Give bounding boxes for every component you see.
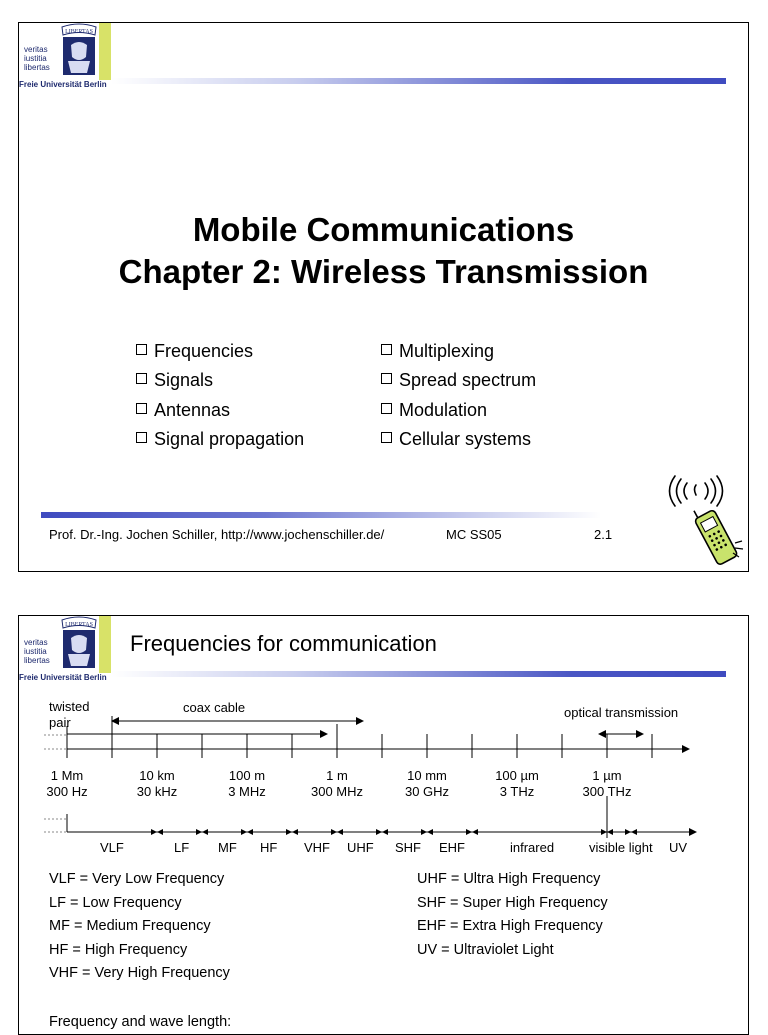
scale-label: 10 km 30 kHz — [136, 768, 178, 799]
list-item: UHF = Ultra High Frequency — [417, 871, 601, 887]
checkbox-bullet-icon — [381, 432, 392, 443]
scale-label: 100 µm 3 THz — [495, 768, 539, 799]
scale-label: 1 m 300 MHz — [310, 768, 364, 799]
logo-accent — [99, 23, 111, 80]
coax-label: coax cable — [183, 700, 246, 715]
list-item: MF = Medium Frequency — [49, 918, 211, 934]
logo-motto: veritas iustitia libertas — [24, 638, 50, 665]
list-item: VHF = Very High Frequency — [49, 965, 230, 981]
band-label: UHF — [347, 840, 374, 855]
checkbox-bullet-icon — [136, 373, 147, 384]
list-item: UV = Ultraviolet Light — [417, 941, 554, 958]
university-logo — [19, 23, 111, 91]
checkbox-bullet-icon — [136, 344, 147, 355]
band-label: VHF — [304, 840, 330, 855]
band-definitions-right — [417, 868, 608, 962]
university-name: Freie Universität Berlin — [19, 673, 107, 682]
scale-label: 1 Mm 300 Hz — [46, 768, 88, 799]
list-item: Frequencies — [136, 337, 304, 366]
frequency-wavelength-heading: Frequency and wave length: — [49, 1014, 232, 1030]
frequencies-slide — [18, 615, 749, 1035]
slide-title: Mobile Communications Chapter 2: Wireless Transmission — [118, 211, 649, 290]
list-item: Antennas — [136, 396, 304, 425]
band-label: HF — [260, 840, 278, 855]
list-item: EHF = Extra High Frequency — [417, 918, 603, 934]
band-definitions-left — [49, 868, 230, 986]
seal-text: LIBERTAS — [65, 622, 93, 628]
band-label: LF — [174, 840, 190, 855]
mobile-phone-icon — [647, 475, 747, 570]
scale-label: 1 µm 300 THz — [582, 768, 632, 799]
checkbox-bullet-icon — [136, 403, 147, 414]
seal-text: LIBERTAS — [65, 29, 93, 35]
band-label: UV — [669, 840, 688, 855]
checkbox-bullet-icon — [136, 432, 147, 443]
title-slide — [18, 22, 749, 572]
scale-label: 100 m 3 MHz — [228, 768, 266, 799]
list-item: HF = High Frequency — [49, 941, 188, 958]
topic-list-left — [136, 337, 304, 454]
list-item: SHF = Super High Frequency — [417, 894, 608, 911]
list-item: Multiplexing — [381, 337, 536, 366]
band-label: EHF — [439, 840, 465, 855]
spectrum-diagram — [19, 616, 748, 866]
logo-motto: veritas iustitia libertas — [24, 45, 50, 72]
footer-course: MC SS05 — [446, 527, 502, 542]
header-bar — [111, 78, 726, 84]
scale-label: 10 mm 30 GHz — [404, 768, 450, 799]
checkbox-bullet-icon — [381, 344, 392, 355]
list-item: Signals — [136, 366, 304, 395]
seal-icon — [59, 23, 99, 80]
footer-bar — [41, 512, 601, 518]
band-label: SHF — [395, 840, 421, 855]
band-label: MF — [218, 840, 237, 855]
band-label: VLF — [100, 840, 124, 855]
list-item: Modulation — [381, 396, 536, 425]
checkbox-bullet-icon — [381, 403, 392, 414]
footer-author: Prof. Dr.-Ing. Jochen Schiller, http://www.jochenschiller.de/ — [49, 527, 385, 542]
list-item: Cellular systems — [381, 425, 536, 454]
slide-title: Frequencies for communication — [130, 631, 437, 656]
band-label: infrared — [510, 840, 555, 855]
band-label: visible light — [589, 840, 653, 855]
topic-list-right — [381, 337, 536, 454]
optical-label: optical transmission — [564, 705, 679, 720]
twisted-pair-label: twisted pair — [49, 699, 90, 730]
university-name: Freie Universität Berlin — [19, 80, 107, 89]
list-item: VLF = Very Low Frequency — [49, 871, 225, 887]
list-item: Signal propagation — [136, 425, 304, 454]
list-item: Spread spectrum — [381, 366, 536, 395]
page-number: 2.1 — [594, 527, 613, 542]
checkbox-bullet-icon — [381, 373, 392, 384]
list-item: LF = Low Frequency — [49, 894, 182, 911]
